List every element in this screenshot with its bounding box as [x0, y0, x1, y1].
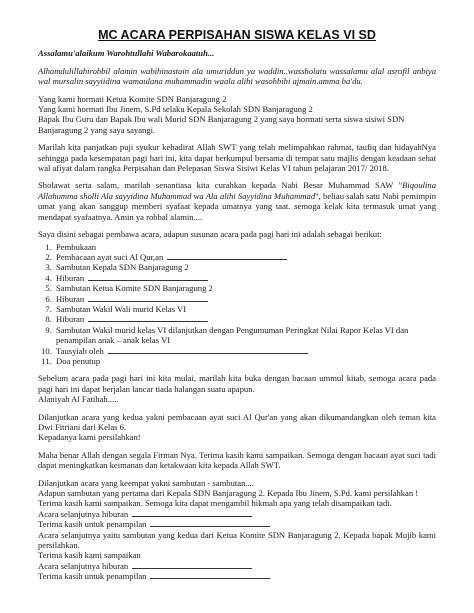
agenda-intro: Saya disini sebagai pembawa acara, adapun susunan acara pada pagi hari ini adalah sebagai berikut:: [38, 229, 382, 240]
opening-prayer: Alhamdulillahirobbil alamin wabihinastain ala umuriddun ya waddin..wassholatu wassalamu alal asrofil anbiya wal mursalin sayyiidina wamaulana muhammadin waala alihi wasohbihi ajmain.amma ba'du.: [38, 65, 436, 87]
agenda-item: [54, 242, 436, 252]
blank-line: [132, 561, 252, 569]
firman-paragraph: Maha benar Allah dengan segala Firman Nya. Terima kasih kami sampaikan. Semoga dengan bacaan ayat suci tadi dapat meningkatkan keimanan dan ketakwaan kita kepada Allah SWT.: [38, 449, 436, 471]
agenda-item: [54, 262, 436, 272]
closing-line-text: Acara selanjutnya hiburan: [38, 508, 129, 519]
agenda-item-text: Sambutan Ketua Komite SDN Banjaragung 2: [56, 283, 213, 294]
respect-line: Yang kami hormati Ibu Jinem, S.Pd selaku Kepala Sekolah SDN Banjaragung 2: [38, 104, 313, 115]
respect-line: Bapak Ibu Guru dan Bapak Ibu wali Murid SDN Banjaragung 2 yang saya hormati serta siswa sisiwi SDN Banjaragung 2 yang saya sayangi.: [38, 114, 405, 135]
agenda-item: [54, 304, 436, 314]
agenda-item-text: Doa penutup: [56, 355, 101, 366]
closing-line: [38, 509, 436, 519]
agenda-item: [54, 294, 436, 304]
blank-line: [88, 294, 208, 302]
closing-line-text: Terima kasih kami sampaikan: [38, 550, 141, 561]
agenda-item-text: Sambutan Kepala SDN Banjaragung 2: [56, 262, 189, 273]
agenda-item: [54, 283, 436, 293]
gratitude-paragraph: Marilah kita panjatkan puji syukur kehadirat Allah SWT yang telah melimpahkan rahmat, taufiq dan hidayahNya sehingga pada kesempatan pagi hari ini, kita dapat berkumpul bersama di tempat satu majlis dengan keadaan sehat wal afiyat dalam rangka Perpisahan dan Pelepasan Siswa Sisiwi Kelas VI tahun pelajaran 2017/ 2018.: [38, 142, 436, 174]
agenda-item: [54, 252, 436, 262]
agenda-item-text: Tausyiah oleh: [56, 345, 104, 356]
closing-line-text: Acara selanjutnya yaitu sambutan yang kedua dari Ketua Komite SDN Banjaragung 2. Kepada bapak Mujib kami persilahkan.: [38, 529, 436, 551]
document-title: MC ACARA PERPISAHAN SISWA KELAS VI SD: [98, 28, 376, 42]
sholawat-before: Sholawat serta salam, marilah senantiasa kita curahkan kepada Nabi Besar Muhammad SAW ": [38, 180, 403, 191]
agenda-item-text: Pembacaan ayat suci Al Qur,an: [56, 251, 164, 262]
alfatihah-text: Alaniyah Al Fatihah.....: [38, 394, 119, 405]
blank-line: [108, 346, 308, 354]
quran-intro-text: Dilanjutkan acara yang kedua yakni pembacaan ayat suci Al Qur'an yang akan dikumandangkan oleh teman kita Dwi Fitriani dari Kelas 6.: [38, 411, 436, 432]
opening-event-text: Sebelum acara pada pagi hari ini kita mulai, marilah kita buka dengan bacaan ummul kitab, semoga acara pada pagi hari ini dapat berjalan lancar tiada halangan suatu apapun.: [38, 373, 436, 394]
blank-line: [150, 571, 270, 579]
blank-line: [88, 273, 208, 281]
agenda-item: [54, 325, 436, 346]
closing-line: [38, 571, 436, 581]
sholawat-paragraph: [38, 180, 436, 222]
closing-line: [38, 561, 436, 571]
agenda-item-text: Sambutan Wakil murid kelas VI dilanjutkan dengan Pengumuman Peringkat Nilai Rapor Kelas VI dan penampilan anak – anak kelas VI: [56, 324, 409, 346]
agenda-item-text: Pembukaan: [56, 241, 97, 252]
agenda-item: [54, 346, 436, 356]
agenda-item-text: Hiburan: [56, 293, 85, 304]
closing-line-text: Terima kasih kami sampaikan. Semoga kita dapat mengambil hikmah apa yang telah disampaikan tadi.: [38, 498, 392, 509]
closing-line-text: Dilanjutkan acara yang keempat yakni sambutan - sambutan....: [38, 477, 254, 488]
agenda-item: [54, 273, 436, 283]
closing-line: [38, 530, 436, 551]
opening-event-paragraph: [38, 373, 436, 404]
quran-invite-text: Kepadanya kami persilahkan!: [38, 432, 141, 443]
closing-line-text: Terima kasih untuk penampilan: [38, 571, 147, 582]
agenda-item: [54, 356, 436, 366]
closing-line: [38, 498, 436, 508]
agenda-item-text: Hiburan: [56, 272, 85, 283]
closing-line: [38, 550, 436, 560]
agenda-item-text: Hiburan: [56, 314, 85, 325]
closing-block: [38, 478, 436, 582]
blank-line: [167, 252, 287, 260]
respect-line: Yang kami hormati Ketua Komite SDN Banjaragung 2: [38, 93, 227, 104]
quran-paragraph: [38, 412, 436, 443]
agenda-item-text: Sambutan Wakil Wali murid Kelas VI: [56, 303, 187, 314]
blank-line: [132, 509, 252, 517]
agenda-list: [38, 242, 436, 367]
sholawat-italic: Biqoulina Allahumma sholli Ala sayyidina Muhammad wa Ala alihi Sayyidina Muhammad: [38, 180, 436, 201]
closing-line-text: Terima kasih untuk penampilan: [38, 519, 147, 530]
closing-line: [38, 478, 436, 488]
closing-line: [38, 519, 436, 529]
sholawat-after: ", beliau salah satu Nabi pemimpin umat yang akan sanggup memberi syafaat kepada umatnya yang taat. semoga kelak kita termasuk umat yang mendapat syafaatnya. Amin ya robbal alamin....: [38, 190, 437, 222]
closing-line: [38, 488, 436, 498]
closing-line-text: Adapun sambutan yang pertama dari Kepala SDN Banjaragung 2. Kepada Ibu Jinem, S.Pd. kami persilahkan !: [38, 488, 419, 499]
closing-line-text: Acara selanjutnya hiburan: [38, 560, 129, 571]
agenda-item: [54, 314, 436, 324]
greeting: Assalamu'alaikum Warohtullahi Wabarokaatuh...: [38, 48, 215, 59]
respect-block: [38, 94, 436, 136]
blank-line: [88, 314, 208, 322]
blank-line: [150, 519, 270, 527]
